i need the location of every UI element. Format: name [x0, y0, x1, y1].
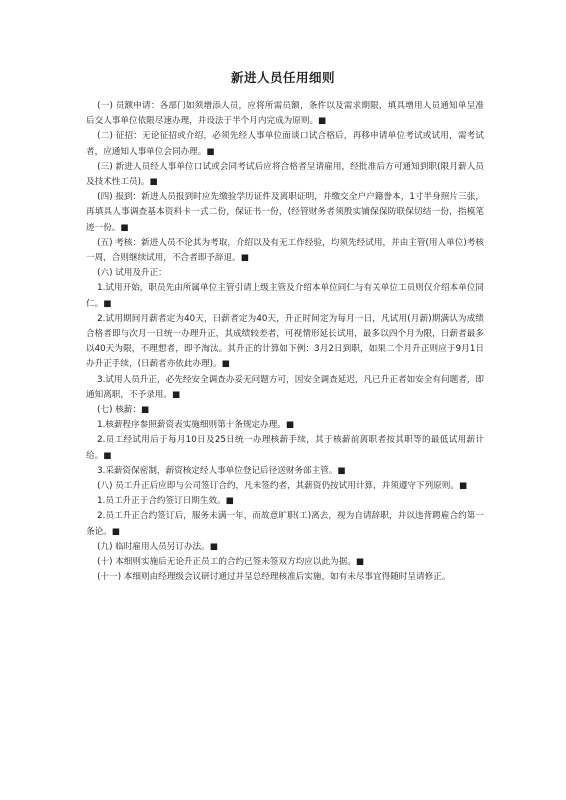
- document-body: [86, 99, 484, 586]
- paragraph: 1.核薪程序参照薪资表实施细则第十条规定办理。■: [97, 420, 294, 431]
- paragraph: (八) 员工升正后应即与公司签订合约，凡未签约者，其薪资仍按试用计算，并须遵守下列原则。■: [97, 481, 468, 492]
- paragraph: (四) 报到：新进人员报到时应先缴验学历证件及离职证明，并缴交全户户籍誊本，1寸半身照片三张，再填具人事调查基本资料卡一式二份，保证书一份，(经管财务者须殷实铺保保防联保切结一份，指模笔迹一份。■: [86, 192, 484, 233]
- paragraph: (二) 征招：无论征招或介绍，必须先经人事单位面谈口试合格后，再移申请单位考试或试用，需考试者，应通知人事单位会同办理。■: [86, 131, 484, 157]
- paragraph: 3.采薪资保密制，薪资核定经人事单位登记后径送财务部主管。■: [97, 465, 346, 476]
- paragraph: (六) 试用及升正：: [97, 268, 167, 279]
- document-title: 新进人员任用细则: [230, 70, 335, 85]
- paragraph: (十一) 本细则由经理级会议研讨通过并呈总经理核准后实施，如有未尽事宜得随时呈请修正。: [97, 572, 451, 583]
- paragraph: 1.员工升正于合约签订日期生效。■: [97, 496, 234, 507]
- paragraph: (五) 考核：新进人员不论其为考取，介绍以及有无工作经验，均须先经试用，并由主管(用人单位)考核一周，合则继续试用，不合者即予辞退。■: [86, 237, 484, 264]
- paragraph: (一) 员额申请：各部门如须增添人员，应将所需员额，条件以及需求期限，填具增用人员通知单呈准后交人事单位依限尽速办理，并设法于半个月内完成为原则。■: [86, 101, 484, 127]
- paragraph: 3.试用人员升正，必先经安全调查办妥无问题方可，因安全调查延迟，凡已升正者如安全有问题者，即通知离职，不予录用。■: [86, 374, 484, 400]
- paragraph: 1.试用开始，职员先由所属单位主管引请上级主管及介绍本单位同仁与有关单位工员则仅介绍本单位同仁。■: [86, 283, 484, 309]
- paragraph: 2.员工升正合约签订后，服务未满一年，而故意旷职(工)离去，视为自请辞职，并以违背聘雇合约第一条论。■: [86, 511, 484, 537]
- paragraph: (十) 本细则实施后无论升正员工的合约已签未签双方均应以此为据。■: [97, 557, 364, 568]
- paragraph: (三) 新进人员经人事单位口试或会同考试后应将合格者呈请雇用，经批准后方可通知到职(限月薪人员及技术性工员)。■: [86, 161, 484, 188]
- paragraph: (七) 核薪：■: [97, 405, 150, 416]
- paragraph: 2.试用期间月薪者定为40天，日薪者定为40天，升正时间定为每月一日，凡试用(月薪)期满认为成绩合格者即与次月一日统一办理升正，其成绩较差者，可视情形延长试用，最多以四个月为限，日薪者最多以40天为限，不理想者，即予淘汰。其升正的计算如下例：3月2日到职，如果二个月升正则应于9月1日办升正手续，(日薪者亦依此办理)。■: [86, 313, 484, 370]
- paragraph: 2.员工经试用后于每月10日及25日统一办理核薪手续，其于核薪前离职者按其职等的最低试用薪计给。■: [86, 435, 484, 461]
- paragraph: (九) 临时雇用人员另订办法。■: [97, 541, 218, 552]
